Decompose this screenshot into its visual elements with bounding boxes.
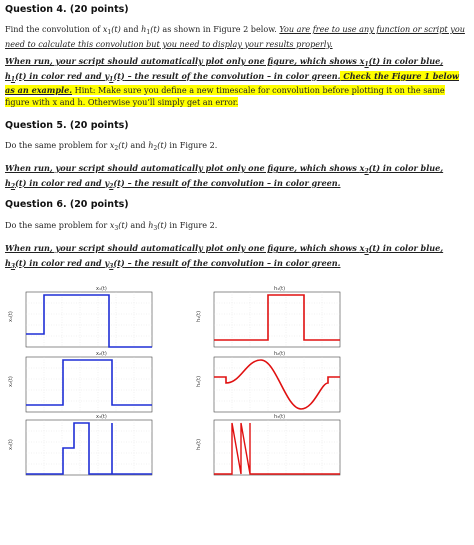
q6-bold-3: in color red and bbox=[26, 257, 105, 268]
plot-title: x₂(t) bbox=[96, 351, 107, 357]
t-arg: (t) bbox=[113, 177, 125, 188]
plot-x1 bbox=[8, 282, 158, 352]
plot-ylabel: h₂(t) bbox=[196, 375, 202, 387]
x2-sub: 2 bbox=[114, 145, 119, 152]
q4-bold-2: in color blue, bbox=[380, 56, 444, 66]
x1-symbol: x bbox=[102, 24, 108, 34]
h1-symbol: h bbox=[5, 70, 11, 81]
x1-sub: 1 bbox=[364, 61, 369, 68]
x1-sub: 1 bbox=[107, 29, 112, 36]
plot-title: h₃(t) bbox=[274, 414, 286, 420]
plot-ylabel: h₃(t) bbox=[196, 438, 202, 450]
q4-check-figure: Check the Figure 1 below as an example. bbox=[5, 70, 459, 95]
t-arg: (t) bbox=[113, 257, 125, 268]
t-arg: (t) bbox=[368, 163, 381, 173]
q5-instructions bbox=[5, 163, 467, 192]
q6-heading: Question 6. (20 points) bbox=[5, 199, 129, 210]
plot-h2 bbox=[196, 347, 346, 417]
h2-sub: 2 bbox=[10, 182, 16, 190]
h2-sub: 2 bbox=[153, 145, 158, 152]
y3-symbol: y bbox=[104, 257, 110, 268]
q4-hint: Hint: Make sure you define a new timescale for convolution before plotting it on the same figure with x and h. Otherwise you’ll simply get an error. bbox=[5, 85, 445, 107]
y2-symbol: y bbox=[104, 177, 110, 188]
q4-bold-4: – the result of the convolution – in color green. bbox=[124, 70, 341, 81]
x2-sub: 2 bbox=[364, 168, 369, 175]
plot-ylabel: x₃(t) bbox=[8, 439, 14, 450]
h2-symbol: h bbox=[5, 177, 11, 188]
and-word: and bbox=[120, 24, 142, 34]
h3-symbol: h bbox=[148, 220, 154, 230]
h3-symbol: h bbox=[5, 257, 11, 268]
x2-symbol: x bbox=[109, 140, 115, 150]
x2-symbol: x bbox=[359, 163, 365, 173]
q4-figure-ref: as shown in Figure 2 below. bbox=[159, 24, 280, 34]
t-arg: (t) bbox=[368, 56, 381, 66]
q4-instructions bbox=[5, 56, 467, 108]
x3-sub: 3 bbox=[364, 248, 369, 255]
q5-paragraph bbox=[5, 140, 467, 155]
q4-bold-1: When run, your script should automatically plot only one figure, which shows bbox=[5, 56, 360, 66]
plot-title: h₁(t) bbox=[274, 286, 286, 292]
q6-bold-1: When run, your script should automatically plot only one figure, which shows bbox=[5, 243, 360, 253]
t-arg: (t) bbox=[15, 257, 27, 268]
q4-free-use-note: You are free to use any function or script you need to calculate this convolution but you need to display your results properly. bbox=[5, 24, 465, 49]
x1-symbol: x bbox=[359, 56, 365, 66]
q6-bold-4: – the result of the convolution – in color green. bbox=[124, 257, 341, 268]
x3-symbol: x bbox=[359, 243, 365, 253]
plot-ylabel: x₂(t) bbox=[8, 376, 14, 387]
q4-bold-3: in color red and bbox=[26, 70, 105, 81]
t-arg: (t) bbox=[113, 70, 125, 81]
q5-bold-2: in color blue, bbox=[380, 163, 444, 173]
h3-sub: 3 bbox=[153, 225, 158, 232]
x3-symbol: x bbox=[109, 220, 115, 230]
plot-title: h₂(t) bbox=[274, 351, 286, 357]
plot-ylabel: x₁(t) bbox=[8, 311, 14, 322]
t-arg: (t) bbox=[15, 70, 27, 81]
plot-title: x₃(t) bbox=[96, 414, 107, 420]
h1-sub: 1 bbox=[10, 75, 16, 83]
q6-figure-ref: in Figure 2. bbox=[166, 220, 218, 230]
plot-h3 bbox=[196, 410, 346, 480]
q5-intro: Do the same problem for bbox=[5, 140, 110, 150]
q6-paragraph bbox=[5, 220, 467, 235]
q5-heading: Question 5. (20 points) bbox=[5, 120, 129, 131]
q4-intro: Find the convolution of bbox=[5, 24, 103, 34]
plot-x2 bbox=[8, 347, 158, 417]
and-word: and bbox=[127, 220, 149, 230]
q6-instructions bbox=[5, 243, 467, 272]
h3-sub: 3 bbox=[10, 262, 16, 270]
q5-bold-4: – the result of the convolution – in color green. bbox=[124, 177, 341, 188]
t-arg: (t) bbox=[118, 140, 128, 150]
q6-intro: Do the same problem for bbox=[5, 220, 110, 230]
q4-paragraph bbox=[5, 24, 467, 50]
t-arg: (t) bbox=[15, 177, 27, 188]
q5-bold-3: in color red and bbox=[26, 177, 105, 188]
q5-figure-ref: in Figure 2. bbox=[166, 140, 218, 150]
plot-x3 bbox=[8, 410, 158, 480]
h2-symbol: h bbox=[148, 140, 154, 150]
q6-bold-2: in color blue, bbox=[380, 243, 444, 253]
t-arg: (t) bbox=[150, 24, 160, 34]
y3-sub: 3 bbox=[109, 262, 114, 270]
plot-h1 bbox=[196, 282, 346, 352]
y1-symbol: y bbox=[104, 70, 110, 81]
t-arg: (t) bbox=[157, 140, 167, 150]
and-word: and bbox=[127, 140, 149, 150]
h1-symbol: h bbox=[141, 24, 147, 34]
plot-ylabel: h₁(t) bbox=[196, 310, 202, 322]
y2-sub: 2 bbox=[109, 182, 114, 190]
q4-heading: Question 4. (20 points) bbox=[5, 4, 129, 15]
plot-title: x₁(t) bbox=[96, 286, 107, 292]
t-arg: (t) bbox=[157, 220, 167, 230]
t-arg: (t) bbox=[111, 24, 121, 34]
y1-sub: 1 bbox=[109, 75, 114, 83]
x3-sub: 3 bbox=[114, 225, 119, 232]
q5-bold-1: When run, your script should automatically plot only one figure, which shows bbox=[5, 163, 360, 173]
t-arg: (t) bbox=[118, 220, 128, 230]
h1-sub: 1 bbox=[146, 29, 151, 36]
t-arg: (t) bbox=[368, 243, 381, 253]
